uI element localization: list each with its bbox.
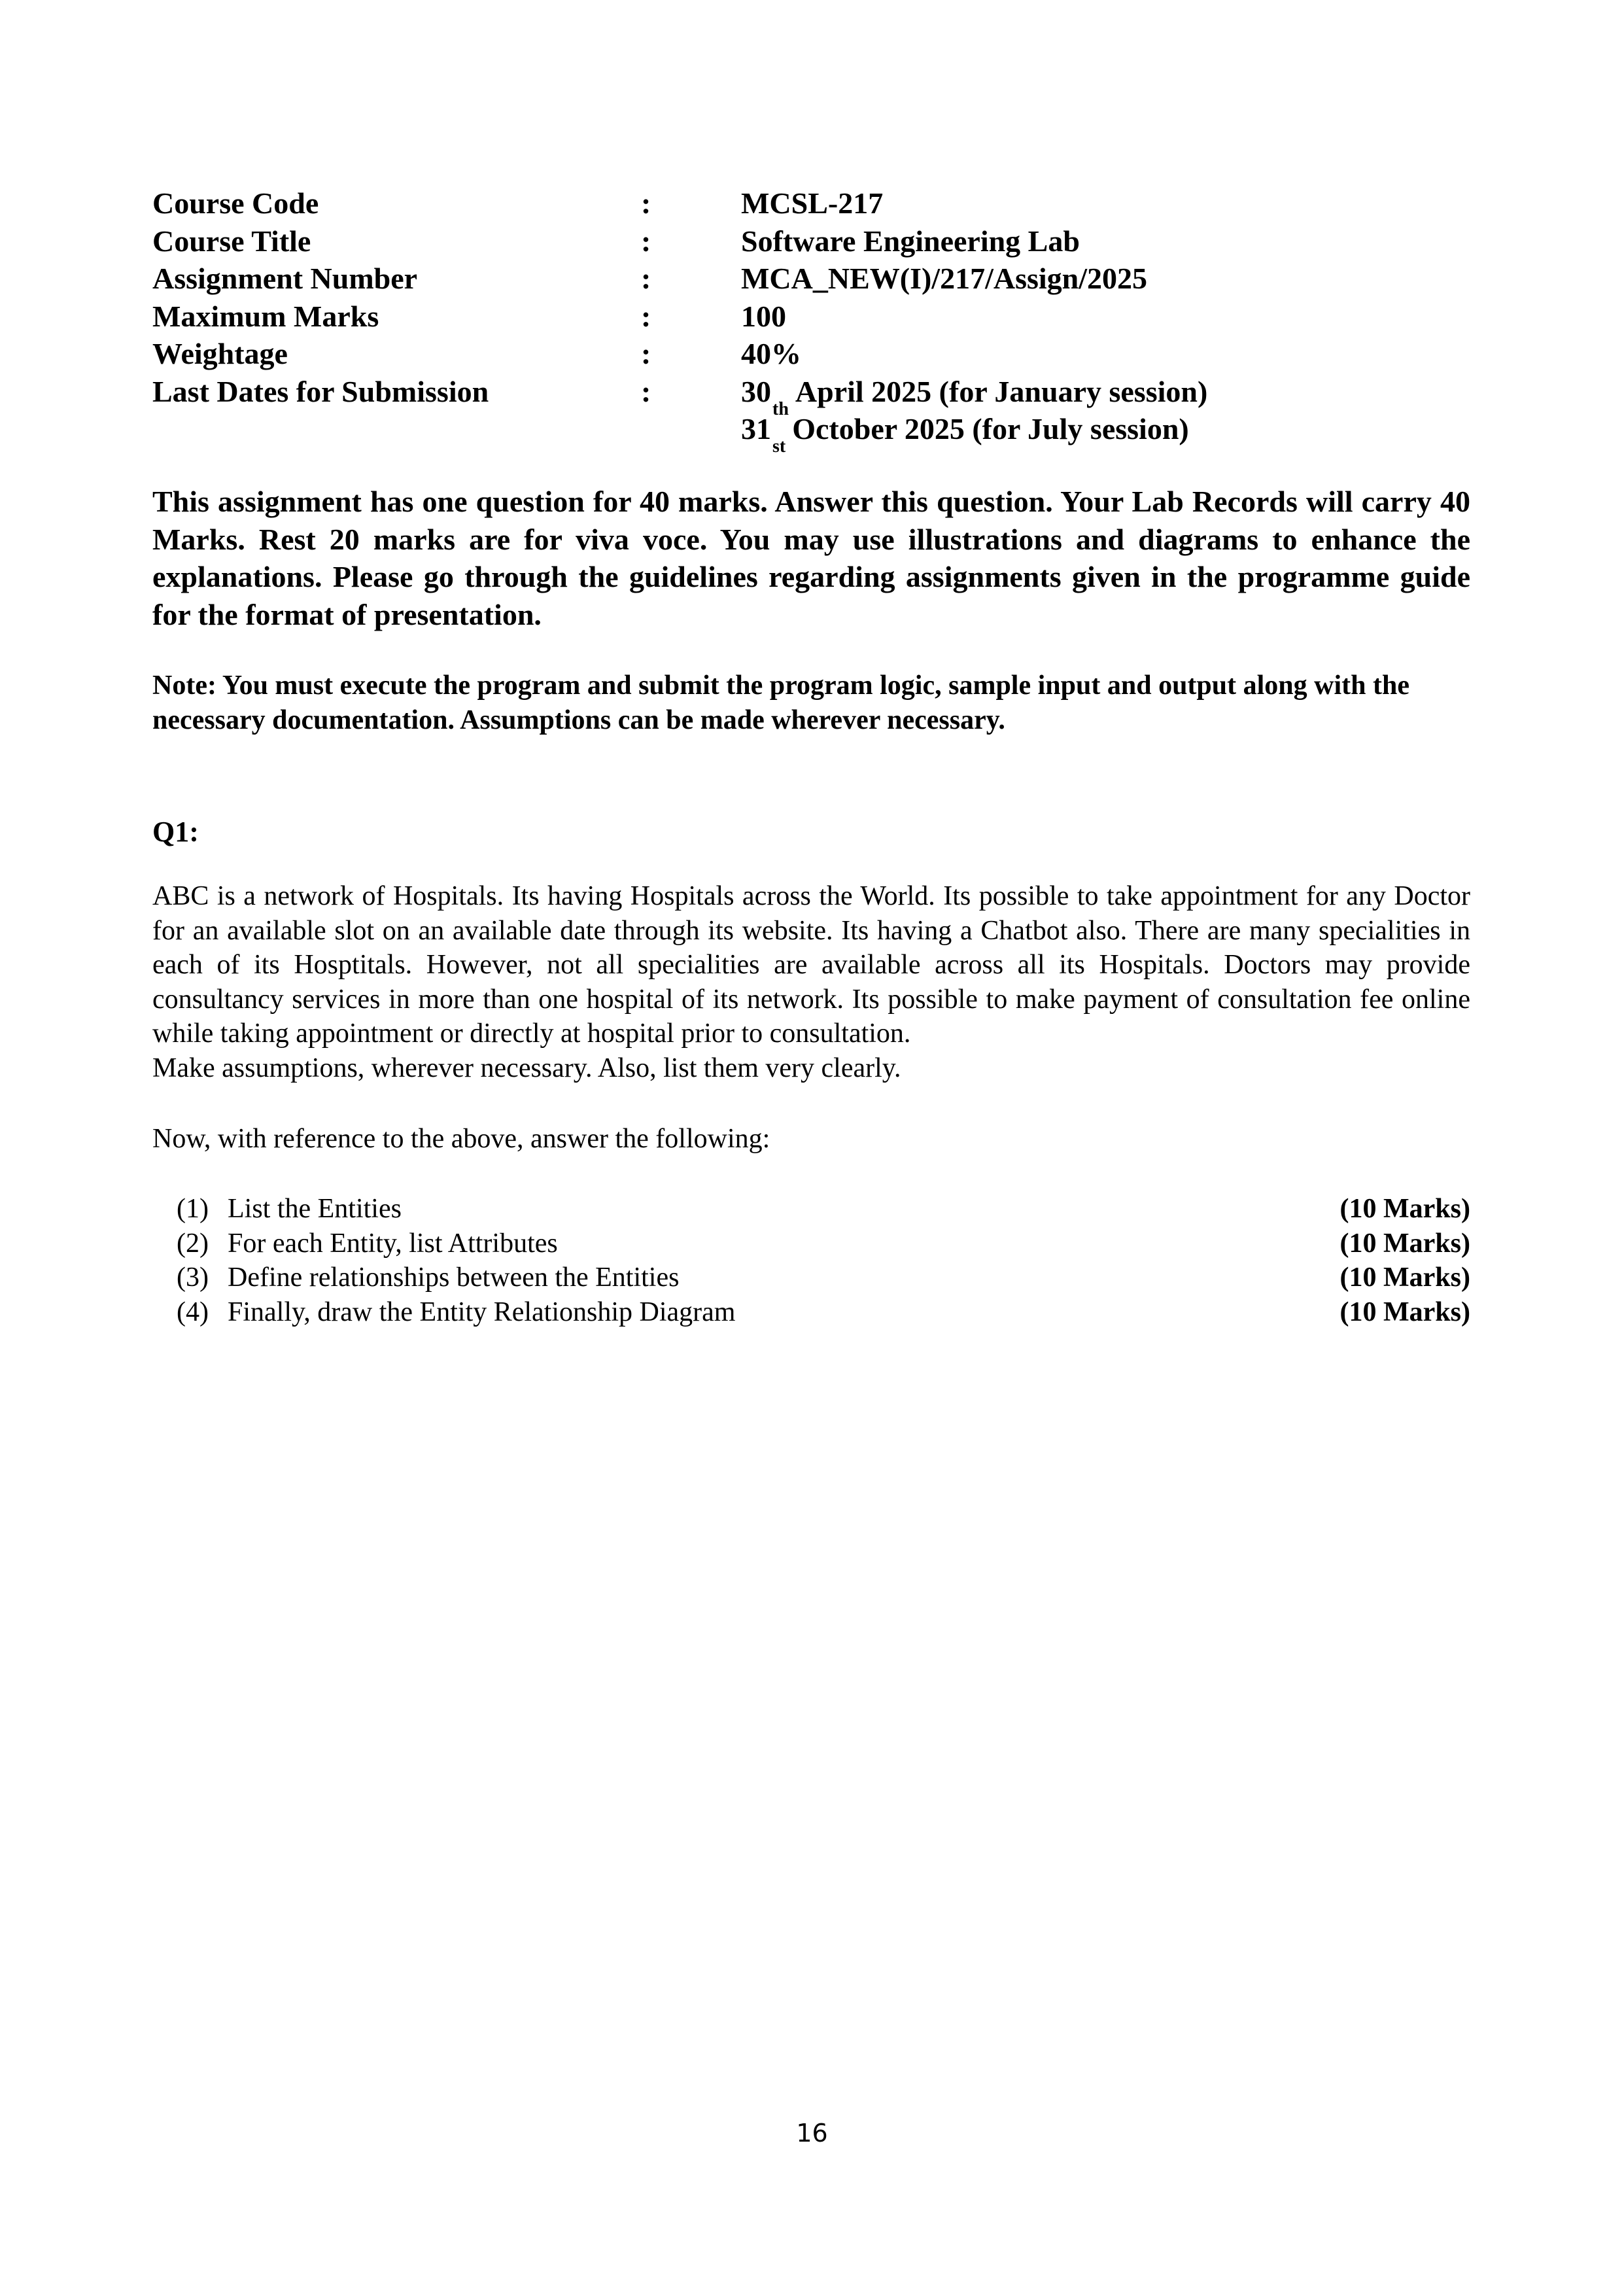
course-code-row: [152, 184, 1330, 222]
question-assumptions: Make assumptions, wherever necessary. Also, list them very clearly.: [152, 1052, 901, 1083]
date-rest: April 2025 (for January session): [795, 374, 1208, 408]
weightage-value: 40%: [741, 337, 801, 370]
task-text: For each Entity, list Attributes: [228, 1228, 558, 1259]
colon: :: [641, 186, 651, 220]
task-number: (2): [177, 1228, 209, 1259]
colon: :: [641, 262, 651, 295]
course-title-value: Software Engineering Lab: [741, 224, 1080, 258]
submission-dates-row: [152, 373, 1330, 419]
course-title-row: [152, 222, 1330, 260]
assignment-number-row: [152, 260, 1330, 298]
task-number: (1): [177, 1194, 209, 1224]
assignment-number-label: Assignment Number: [152, 262, 418, 295]
assignment-note: Note: You must execute the program and submit the program logic, sample input and output along with the necessary documentation. Assumptions can be made wherever necessary.: [152, 670, 1409, 735]
task-number: (3): [177, 1262, 209, 1293]
list-item: [177, 1295, 1470, 1330]
task-text: Finally, draw the Entity Relationship Diagram: [228, 1296, 736, 1327]
task-text: List the Entities: [228, 1194, 402, 1224]
task-marks: (10 Marks): [1339, 1228, 1470, 1259]
question-scenario: ABC is a network of Hospitals. Its having Hospitals across the World. Its possible to take appointment for any Doctor for an available slot on an available date through its website. Its having a Chatbot also. There are many specialities in each of its Hosptitals. However, not all specialities are available across all its Hospitals. Doctors may provide consultancy services in more than one hospital of its network. Its possible to make payment of consultation fee online while taking appointment or directly at hospital prior to consultation.: [152, 881, 1470, 1049]
submission-dates-label: Last Dates for Submission: [152, 374, 489, 408]
colon: :: [641, 224, 651, 258]
course-info-table: [152, 184, 1330, 457]
assignment-number-value: MCA_NEW(I)/217/Assign/2025: [741, 262, 1148, 295]
question-heading: Q1:: [152, 816, 199, 848]
july-session-date: [741, 410, 1189, 457]
date-day: 31: [741, 412, 771, 445]
list-item: [177, 1192, 1470, 1226]
list-item: [177, 1226, 1470, 1261]
weightage-row: [152, 335, 1330, 373]
colon: :: [641, 374, 651, 408]
maximum-marks-row: [152, 298, 1330, 336]
maximum-marks-label: Maximum Marks: [152, 299, 379, 333]
course-code-label: Course Code: [152, 186, 319, 220]
weightage-label: Weightage: [152, 337, 288, 370]
submission-dates-row-2: [152, 410, 1330, 457]
list-item: [177, 1261, 1470, 1295]
date-day: 30: [741, 374, 771, 408]
january-session-date: [741, 373, 1208, 419]
task-text: Define relationships between the Entities: [228, 1262, 680, 1293]
date-rest: October 2025 (for July session): [792, 412, 1189, 445]
task-marks: (10 Marks): [1339, 1262, 1470, 1293]
date-ordinal-suffix: th: [772, 398, 789, 419]
question-body: [152, 879, 1470, 1085]
colon: :: [641, 337, 651, 370]
task-marks: (10 Marks): [1339, 1194, 1470, 1224]
page-number: 16: [796, 2119, 828, 2148]
assignment-intro: This assignment has one question for 40 marks. Answer this question. Your Lab Records will carry 40 Marks. Rest 20 marks are for viva voce. You may use illustrations and diagrams to enhance the explanations. Please go through the guidelines regarding assignments given in the programme guide for the format of presentation.: [152, 485, 1470, 631]
maximum-marks-value: 100: [741, 299, 786, 333]
colon: :: [641, 299, 651, 333]
question-lead: Now, with reference to the above, answer the following:: [152, 1124, 770, 1154]
course-title-label: Course Title: [152, 224, 311, 258]
task-marks: (10 Marks): [1339, 1296, 1470, 1327]
task-number: (4): [177, 1296, 209, 1327]
task-list: [177, 1192, 1470, 1329]
date-ordinal-suffix: st: [772, 436, 786, 457]
course-code-value: MCSL-217: [741, 186, 884, 220]
